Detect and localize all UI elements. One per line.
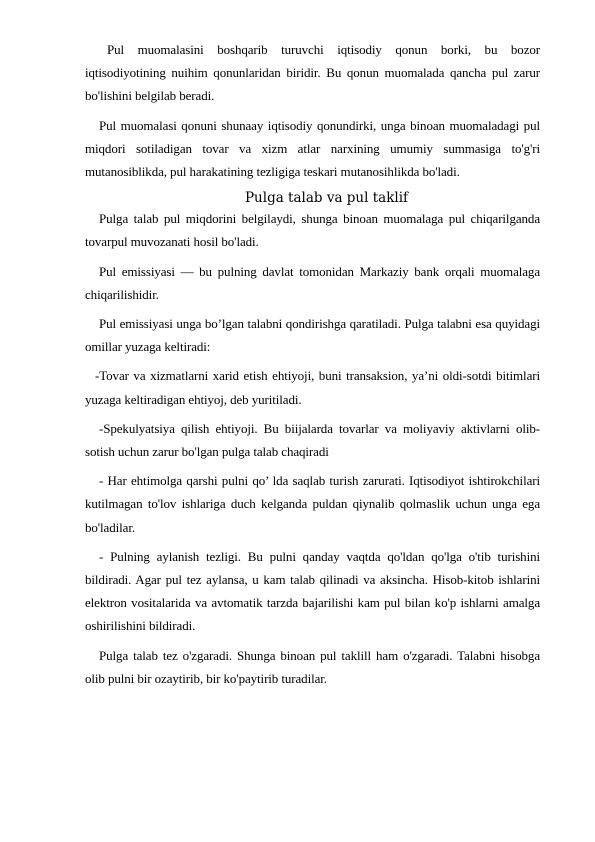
document-page xyxy=(85,38,540,696)
paragraph-emission: Pul emissiyasi — bu pulning davlat tomonidan Markaziy bank orqali muomalaga chiqarilishidir. xyxy=(85,263,540,302)
list-item-speculation: -Spekulyatsiya qilish ehtiyoji. Bu biijalarda tovarlar va moliyaviy aktivlarni olib-sotish uchun zarur bo'lgan pulga talab chaqiradi xyxy=(85,420,540,460)
paragraph-intro: Pul muomalasini boshqarib turuvchi iqtisodiy qonun borki, bu bozor iqtisodiyotining nuihim qonunlaridan biridir. Bu qonun muomalada qancha pul zarur bo'lishini belgilab beradi. xyxy=(85,42,540,104)
list-item-precaution: - Har ehtimolga qarshi pulni qo’ lda saqlab turish zarurati. Iqtisodiyot ishtirokchilari kutilmagan to'lov ishlariga duch kelganda puldan qiynalib qolmaslik uchun unga ega bo'ladilar. xyxy=(85,473,540,535)
list-item-velocity: - Pulning aylanish tezligi. Bu pulni qanday vaqtda qo'ldan qo'lga o'tib turishini bildiradi. Agar pul tez aylansa, u kam talab qilinadi va aksincha. Hisob-kitob ishlarini elektron vositalarida va avtomatik tarzda bajarilishi kam pul bilan ko'p ishlarni amalga oshirilishini bildiradi. xyxy=(85,548,540,634)
paragraph-demand: Pulga talab pul miqdorini belgilaydi, shunga binoan muomalaga pul chiqarilganda tovarpul muvozanati hosil bo'ladi. xyxy=(85,211,540,250)
paragraph-emission-demand: Pul emissiyasi unga bo’lgan talabni qondirishga qaratiladi. Pulga talabni esa quyidagi omillar yuzaga keltiradi: xyxy=(85,316,540,355)
paragraph-law-definition: Pul muomalasi qonuni shunaay iqtisodiy qonundirki, unga binoan muomaladagi pul miqdori sotiladigan tovar va xizm atlar narxining umumiy summasiga to'g'ri mutanosiblikda, pul harakatining tezligiga teskari mutanosihlikda bo'ladi. xyxy=(85,117,540,180)
list-item-transaction: -Tovar va xizmatlarni xarid etish ehtiyoji, buni transaksion, ya’ni oldi-sotdi bitimlari yuzaga keltiradigan ehtiyoj, deb yuritiladi. xyxy=(85,368,540,407)
paragraph-conclusion: Pulga talab tez o'zgaradi. Shunga binoan pul taklill ham o'zgaradi. Talabni hisobga olib pulni bir ozaytirib, bir ko'paytirib turadilar. xyxy=(85,647,540,686)
section-heading: Pulga talab va pul taklif xyxy=(244,190,409,207)
